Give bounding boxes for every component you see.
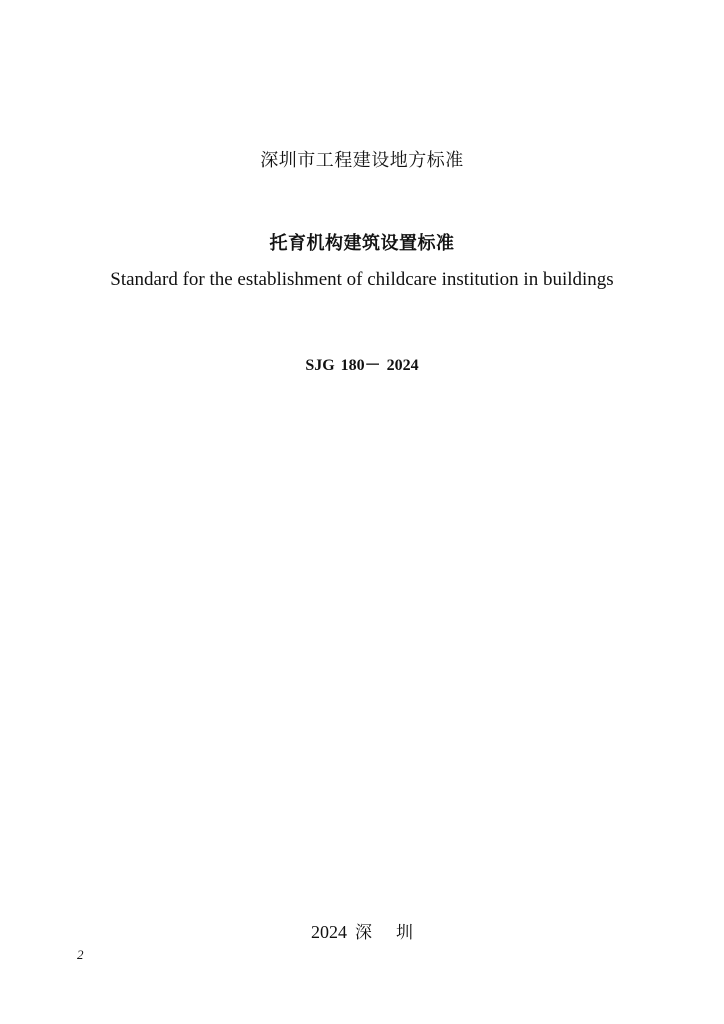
footer-city-char-1: 深	[355, 923, 372, 943]
document-title-cn: 托育机构建筑设置标准	[269, 233, 455, 254]
footer-year-city	[0, 918, 724, 943]
series-title: 深圳市工程建设地方标准	[260, 150, 464, 171]
footer-city-char-2: 圳	[396, 923, 413, 943]
footer-year: 2024	[311, 922, 347, 942]
document-title-en: Standard for the establishment of childcare institution in buildings	[110, 269, 614, 290]
standard-code: SJG 180－ 2024	[305, 357, 419, 374]
page-number: 2	[77, 947, 84, 962]
